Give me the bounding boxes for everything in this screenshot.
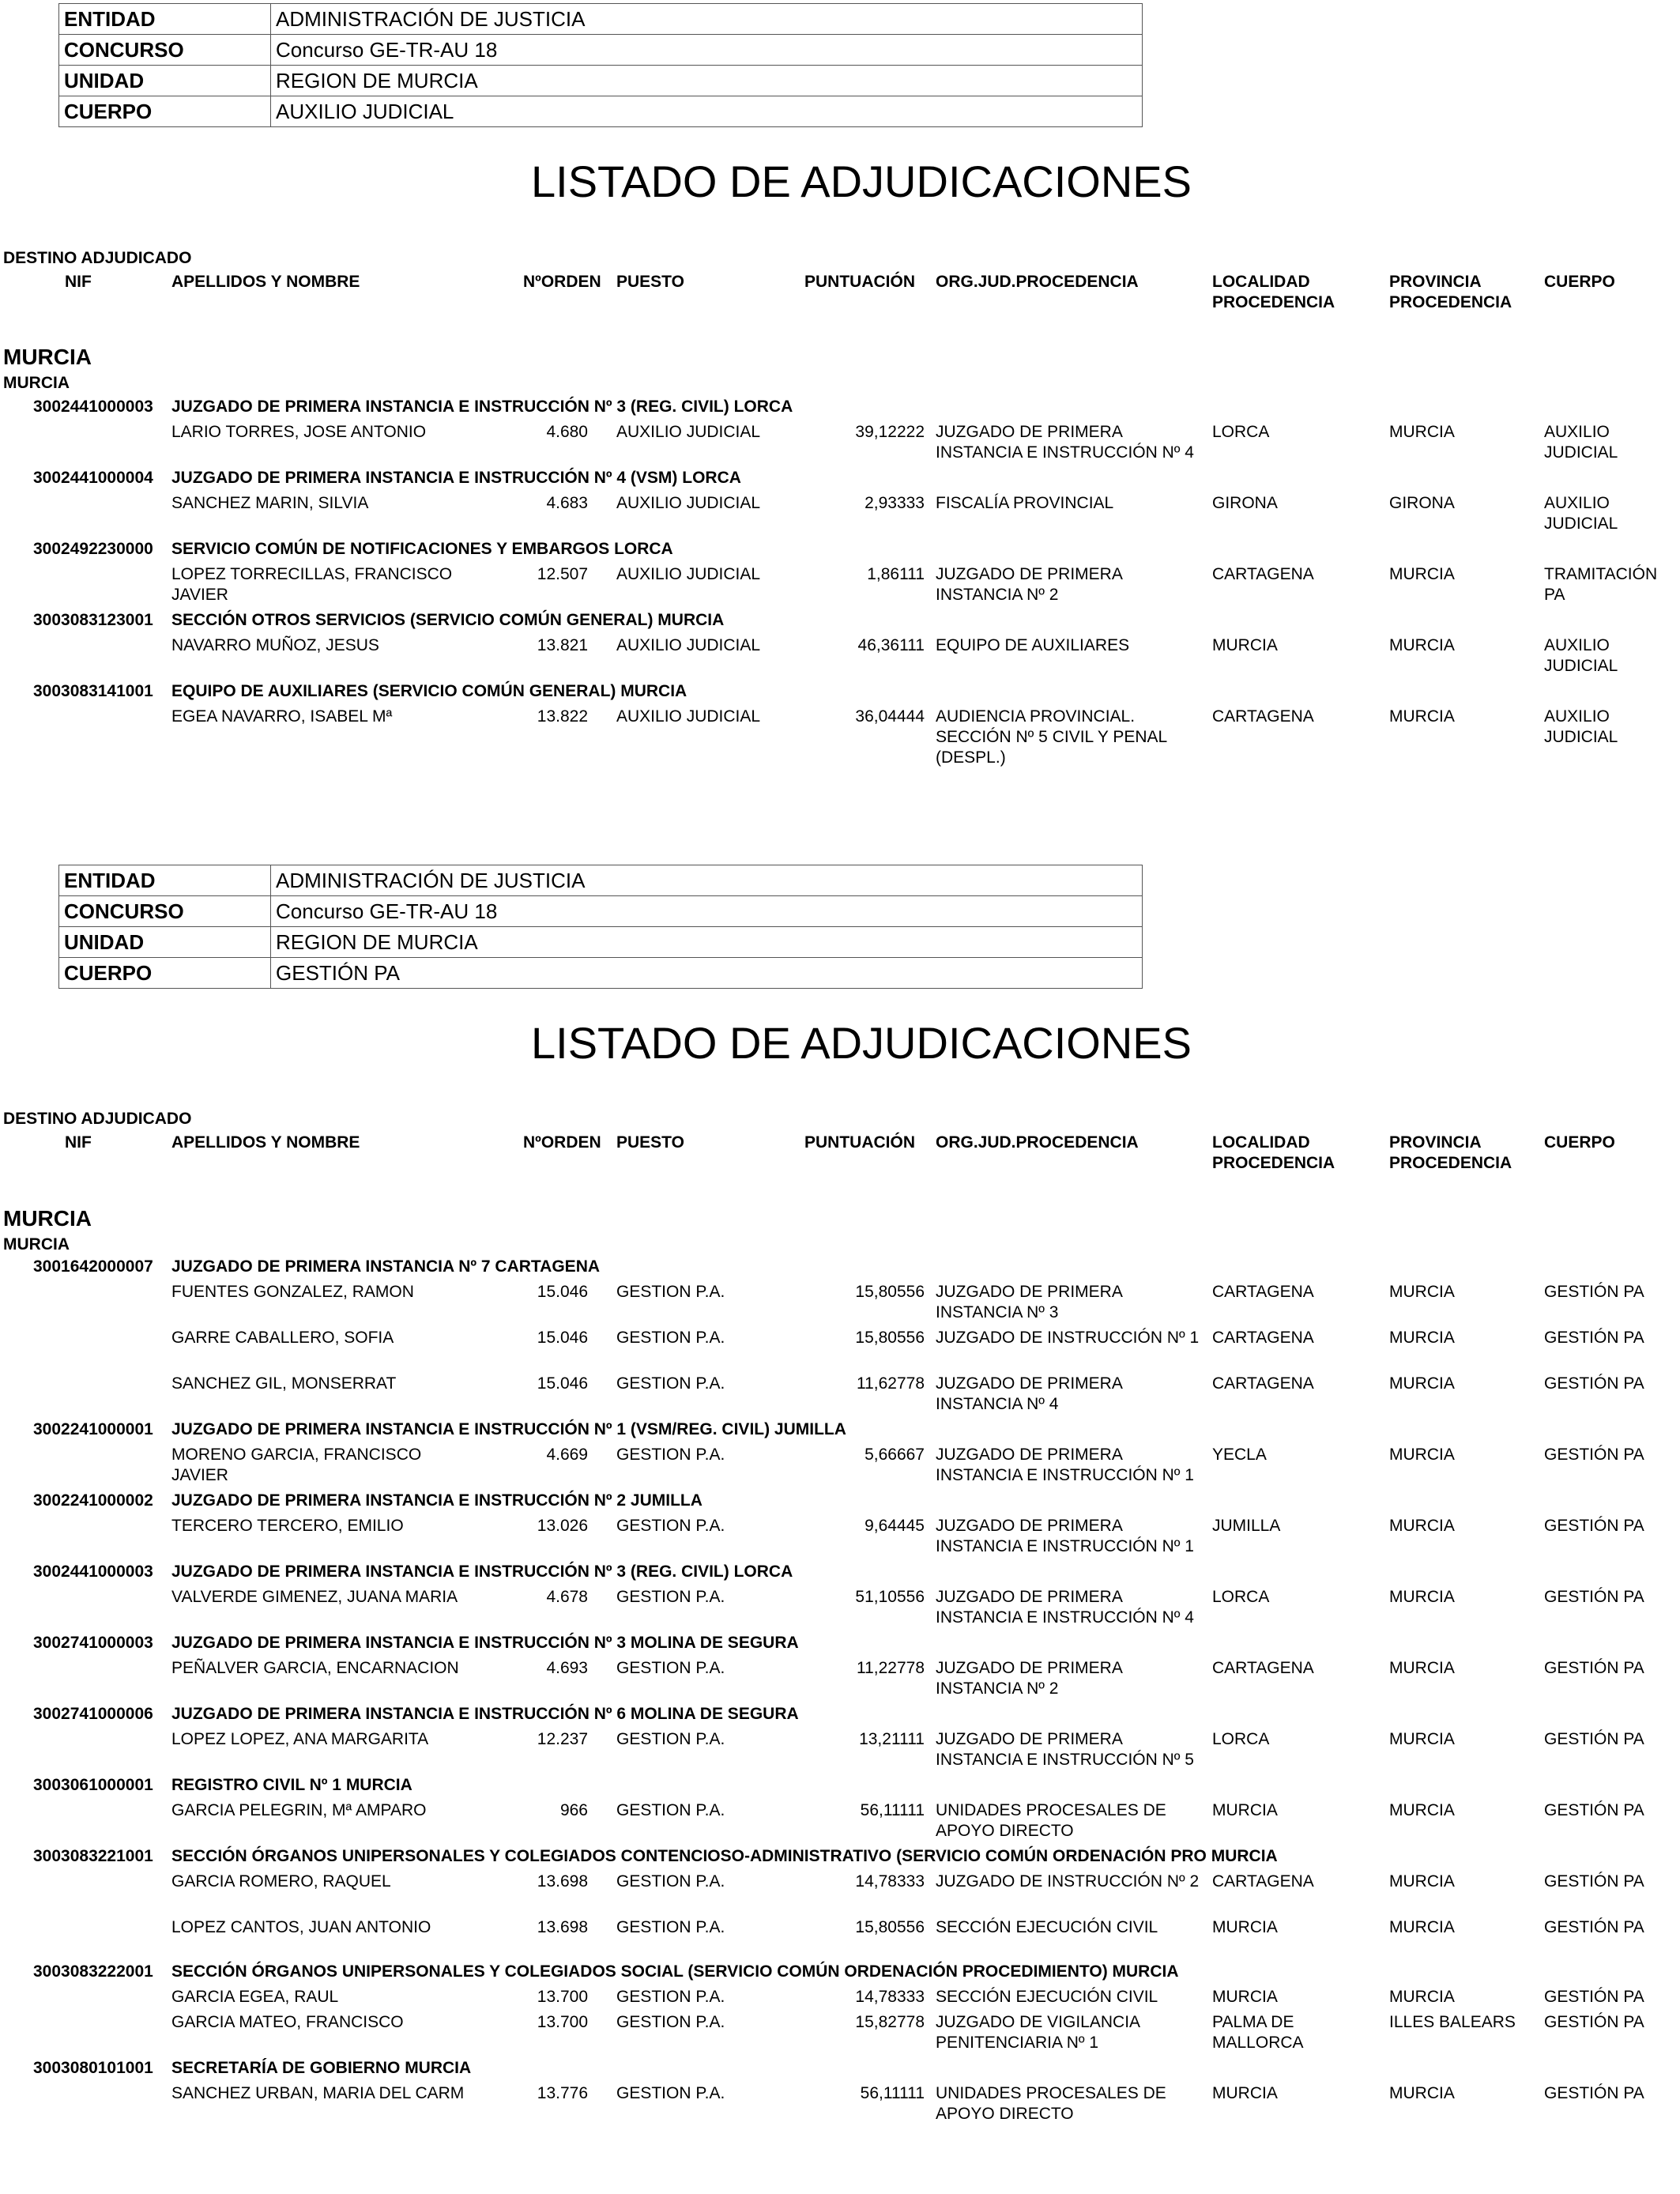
row-org: JUZGADO DE PRIMERA INSTANCIA Nº 3 xyxy=(936,1283,1122,1321)
meta-label: ENTIDAD xyxy=(59,865,271,896)
row-nombre: LOPEZ LOPEZ, ANA MARGARITA xyxy=(171,1730,429,1748)
row-org: JUZGADO DE PRIMERA INSTANCIA Nº 4 xyxy=(936,1374,1122,1413)
row-org: JUZGADO DE PRIMERA INSTANCIA E INSTRUCCIÓN Nº 5 xyxy=(936,1730,1194,1769)
row-localidad: CARTAGENA xyxy=(1212,707,1314,726)
meta-label: CONCURSO xyxy=(59,896,271,927)
meta-value: ADMINISTRACIÓN DE JUSTICIA xyxy=(271,4,1143,35)
col-cuerpo: CUERPO xyxy=(1544,1133,1615,1152)
row-orden: 4.693 xyxy=(546,1659,588,1677)
row-localidad: GIRONA xyxy=(1212,494,1278,512)
row-provincia: MURCIA xyxy=(1389,1730,1455,1748)
meta-label: CUERPO xyxy=(59,958,271,989)
row-cuerpo: GESTIÓN PA xyxy=(1544,1801,1644,1819)
row-puesto: GESTION P.A. xyxy=(616,1801,725,1819)
destino-header: DESTINO ADJUDICADO xyxy=(3,1110,192,1128)
row-localidad: JUMILLA xyxy=(1212,1517,1281,1535)
row-puesto: GESTION P.A. xyxy=(616,1588,725,1606)
meta-value: AUXILIO JUDICIAL xyxy=(271,96,1143,127)
row-org: SECCIÓN EJECUCIÓN CIVIL xyxy=(936,1988,1158,2006)
row-puesto: GESTION P.A. xyxy=(616,1872,725,1891)
group-code: 3002241000001 xyxy=(33,1420,153,1438)
group-name: SECCIÓN ÓRGANOS UNIPERSONALES Y COLEGIADOS SOCIAL (SERVICIO COMÚN ORDENACIÓN PROCEDIMIENTO) MURCIA xyxy=(171,1962,1179,1981)
row-localidad: CARTAGENA xyxy=(1212,565,1314,583)
group-code: 3002492230000 xyxy=(33,540,153,558)
col-norden: NºORDEN xyxy=(523,1133,601,1152)
row-cuerpo: GESTIÓN PA xyxy=(1544,1659,1644,1677)
group-name: SECCIÓN ÓRGANOS UNIPERSONALES Y COLEGIADOS CONTENCIOSO-ADMINISTRATIVO (SERVICIO COMÚN ORDENACIÓN PRO MURCIA xyxy=(171,1847,1278,1865)
row-nombre: MORENO GARCIA, FRANCISCO JAVIER xyxy=(171,1446,422,1484)
group-name: SECCIÓN OTROS SERVICIOS (SERVICIO COMÚN GENERAL) MURCIA xyxy=(171,611,725,629)
col-nif: NIF xyxy=(65,1133,92,1152)
row-org: JUZGADO DE PRIMERA INSTANCIA E INSTRUCCIÓN Nº 4 xyxy=(936,1588,1194,1627)
meta-value: REGION DE MURCIA xyxy=(271,927,1143,958)
group-code: 3003061000001 xyxy=(33,1776,153,1794)
row-puesto: GESTION P.A. xyxy=(616,1659,725,1677)
row-nombre: TERCERO TERCERO, EMILIO xyxy=(171,1517,404,1535)
row-puntuacion: 9,64445 xyxy=(864,1517,925,1535)
row-orden: 13.698 xyxy=(537,1918,588,1936)
row-localidad: LORCA xyxy=(1212,1588,1270,1606)
row-nombre: SANCHEZ MARIN, SILVIA xyxy=(171,494,369,512)
row-localidad: MURCIA xyxy=(1212,1801,1278,1819)
row-puesto: GESTION P.A. xyxy=(616,2013,725,2031)
row-nombre: LOPEZ CANTOS, JUAN ANTONIO xyxy=(171,1918,431,1936)
row-provincia: MURCIA xyxy=(1389,1588,1455,1606)
meta-value: Concurso GE-TR-AU 18 xyxy=(271,896,1143,927)
row-cuerpo: GESTIÓN PA xyxy=(1544,1374,1644,1393)
row-puntuacion: 11,22778 xyxy=(856,1659,925,1677)
row-orden: 4.669 xyxy=(546,1446,588,1464)
row-puntuacion: 14,78333 xyxy=(855,1872,925,1891)
row-puesto: AUXILIO JUDICIAL xyxy=(616,423,761,441)
page-title: LISTADO DE ADJUDICACIONES xyxy=(530,1018,1192,1068)
row-nombre: LOPEZ TORRECILLAS, FRANCISCO JAVIER xyxy=(171,565,453,604)
group-code: 3002741000006 xyxy=(33,1705,153,1723)
row-puntuacion: 39,12222 xyxy=(855,423,925,441)
row-nombre: SANCHEZ GIL, MONSERRAT xyxy=(171,1374,397,1393)
row-localidad: CARTAGENA xyxy=(1212,1283,1314,1301)
group-code: 3003083221001 xyxy=(33,1847,153,1865)
group-name: SERVICIO COMÚN DE NOTIFICACIONES Y EMBARGOS LORCA xyxy=(171,540,673,558)
row-orden: 4.680 xyxy=(546,423,588,441)
col-orgjud: ORG.JUD.PROCEDENCIA xyxy=(936,1133,1139,1152)
row-cuerpo: GESTIÓN PA xyxy=(1544,1446,1644,1464)
meta-table xyxy=(58,865,1143,989)
col-nif: NIF xyxy=(65,273,92,291)
row-nombre: LARIO TORRES, JOSE ANTONIO xyxy=(171,423,427,441)
row-puntuacion: 1,86111 xyxy=(867,565,925,583)
group-code: 3002441000004 xyxy=(33,469,153,487)
group-name: EQUIPO DE AUXILIARES (SERVICIO COMÚN GENERAL) MURCIA xyxy=(171,682,687,700)
row-puesto: GESTION P.A. xyxy=(616,1283,725,1301)
row-org: JUZGADO DE PRIMERA INSTANCIA Nº 2 xyxy=(936,1659,1122,1698)
group-code: 3002241000002 xyxy=(33,1491,153,1510)
row-org: JUZGADO DE PRIMERA INSTANCIA E INSTRUCCIÓN Nº 4 xyxy=(936,423,1194,462)
meta-label: CONCURSO xyxy=(59,35,271,66)
group-code: 3002441000003 xyxy=(33,398,153,416)
row-org: UNIDADES PROCESALES DE APOYO DIRECTO xyxy=(936,1801,1166,1840)
row-orden: 4.683 xyxy=(546,494,588,512)
row-nombre: GARCIA PELEGRIN, Mª AMPARO xyxy=(171,1801,427,1819)
row-localidad: MURCIA xyxy=(1212,1918,1278,1936)
group-name: SECRETARÍA DE GOBIERNO MURCIA xyxy=(171,2059,472,2077)
row-cuerpo: GESTIÓN PA xyxy=(1544,1283,1644,1301)
row-puntuacion: 36,04444 xyxy=(855,707,925,726)
row-org: JUZGADO DE PRIMERA INSTANCIA E INSTRUCCIÓN Nº 1 xyxy=(936,1446,1194,1484)
row-puesto: AUXILIO JUDICIAL xyxy=(616,707,761,726)
col-cuerpo: CUERPO xyxy=(1544,273,1615,291)
row-localidad: CARTAGENA xyxy=(1212,1872,1314,1891)
meta-label: UNIDAD xyxy=(59,927,271,958)
row-provincia: MURCIA xyxy=(1389,1446,1455,1464)
row-puntuacion: 15,80556 xyxy=(855,1283,925,1301)
col-provincia: PROVINCIA PROCEDENCIA xyxy=(1389,1133,1512,1172)
group-name: JUZGADO DE PRIMERA INSTANCIA Nº 7 CARTAGENA xyxy=(171,1257,601,1276)
row-puntuacion: 14,78333 xyxy=(855,1988,925,2006)
region-heading: MURCIA xyxy=(3,1206,92,1231)
group-code: 3003083123001 xyxy=(33,611,153,629)
meta-label: CUERPO xyxy=(59,96,271,127)
row-puntuacion: 56,11111 xyxy=(860,1801,925,1819)
row-puntuacion: 5,66667 xyxy=(864,1446,925,1464)
row-localidad: LORCA xyxy=(1212,423,1270,441)
row-orden: 13.821 xyxy=(537,636,588,654)
row-localidad: MURCIA xyxy=(1212,2084,1278,2102)
row-provincia: MURCIA xyxy=(1389,423,1455,441)
row-nombre: GARCIA EGEA, RAUL xyxy=(171,1988,339,2006)
group-code: 3003080101001 xyxy=(33,2059,153,2077)
row-puesto: GESTION P.A. xyxy=(616,1988,725,2006)
row-localidad: MURCIA xyxy=(1212,636,1278,654)
row-nombre: EGEA NAVARRO, ISABEL Mª xyxy=(171,707,393,726)
row-org: FISCALÍA PROVINCIAL xyxy=(936,494,1114,512)
row-localidad: MURCIA xyxy=(1212,1988,1278,2006)
row-org: JUZGADO DE PRIMERA INSTANCIA Nº 2 xyxy=(936,565,1122,604)
row-provincia: MURCIA xyxy=(1389,636,1455,654)
row-org: UNIDADES PROCESALES DE APOYO DIRECTO xyxy=(936,2084,1166,2123)
row-cuerpo: GESTIÓN PA xyxy=(1544,1588,1644,1606)
row-provincia: MURCIA xyxy=(1389,1374,1455,1393)
row-nombre: NAVARRO MUÑOZ, JESUS xyxy=(171,636,379,654)
col-orgjud: ORG.JUD.PROCEDENCIA xyxy=(936,273,1139,291)
group-name: JUZGADO DE PRIMERA INSTANCIA E INSTRUCCIÓN Nº 1 (VSM/REG. CIVIL) JUMILLA xyxy=(171,1420,846,1438)
row-provincia: MURCIA xyxy=(1389,1659,1455,1677)
row-orden: 13.700 xyxy=(537,1988,588,2006)
row-cuerpo: TRAMITACIÓN PA xyxy=(1544,565,1658,604)
row-puesto: AUXILIO JUDICIAL xyxy=(616,565,761,583)
row-provincia: MURCIA xyxy=(1389,2084,1455,2102)
row-orden: 13.822 xyxy=(537,707,588,726)
row-provincia: ILLES BALEARS xyxy=(1389,2013,1516,2031)
row-localidad: PALMA DE MALLORCA xyxy=(1212,2013,1304,2052)
row-cuerpo: AUXILIO JUDICIAL xyxy=(1544,636,1618,675)
meta-value: REGION DE MURCIA xyxy=(271,66,1143,96)
col-localidad: LOCALIDAD PROCEDENCIA xyxy=(1212,273,1335,311)
row-puesto: GESTION P.A. xyxy=(616,1329,725,1347)
row-provincia: MURCIA xyxy=(1389,1801,1455,1819)
group-code: 3003083141001 xyxy=(33,682,153,700)
row-cuerpo: GESTIÓN PA xyxy=(1544,2084,1644,2102)
row-cuerpo: AUXILIO JUDICIAL xyxy=(1544,494,1618,533)
row-orden: 13.700 xyxy=(537,2013,588,2031)
col-puntuacion: PUNTUACIÓN xyxy=(804,273,915,291)
destino-header: DESTINO ADJUDICADO xyxy=(3,249,192,267)
row-puesto: AUXILIO JUDICIAL xyxy=(616,636,761,654)
col-norden: NºORDEN xyxy=(523,273,601,291)
row-cuerpo: AUXILIO JUDICIAL xyxy=(1544,423,1618,462)
subregion-heading: MURCIA xyxy=(3,1235,70,1253)
row-cuerpo: GESTIÓN PA xyxy=(1544,1329,1644,1347)
row-nombre: GARRE CABALLERO, SOFIA xyxy=(171,1329,394,1347)
row-puesto: GESTION P.A. xyxy=(616,1374,725,1393)
row-org: AUDIENCIA PROVINCIAL. SECCIÓN Nº 5 CIVIL Y PENAL (DESPL.) xyxy=(936,707,1167,767)
row-nombre: GARCIA ROMERO, RAQUEL xyxy=(171,1872,391,1891)
row-orden: 12.507 xyxy=(537,565,588,583)
row-orden: 966 xyxy=(559,1801,588,1819)
row-cuerpo: AUXILIO JUDICIAL xyxy=(1544,707,1618,746)
row-puesto: GESTION P.A. xyxy=(616,1730,725,1748)
row-localidad: LORCA xyxy=(1212,1730,1270,1748)
col-puesto: PUESTO xyxy=(616,273,684,291)
row-puesto: AUXILIO JUDICIAL xyxy=(616,494,761,512)
row-puntuacion: 15,82778 xyxy=(855,2013,925,2031)
row-cuerpo: GESTIÓN PA xyxy=(1544,1517,1644,1535)
row-puntuacion: 15,80556 xyxy=(855,1329,925,1347)
row-localidad: YECLA xyxy=(1212,1446,1267,1464)
row-puntuacion: 2,93333 xyxy=(864,494,925,512)
row-provincia: MURCIA xyxy=(1389,1988,1455,2006)
group-name: JUZGADO DE PRIMERA INSTANCIA E INSTRUCCIÓN Nº 2 JUMILLA xyxy=(171,1491,703,1510)
row-cuerpo: GESTIÓN PA xyxy=(1544,1918,1644,1936)
row-localidad: CARTAGENA xyxy=(1212,1329,1314,1347)
row-puntuacion: 46,36111 xyxy=(857,636,925,654)
group-code: 3001642000007 xyxy=(33,1257,153,1276)
group-code: 3002441000003 xyxy=(33,1563,153,1581)
row-orden: 13.776 xyxy=(537,2084,588,2102)
row-provincia: MURCIA xyxy=(1389,1283,1455,1301)
col-puntuacion: PUNTUACIÓN xyxy=(804,1133,915,1152)
row-cuerpo: GESTIÓN PA xyxy=(1544,1988,1644,2006)
row-orden: 15.046 xyxy=(537,1329,588,1347)
row-localidad: CARTAGENA xyxy=(1212,1659,1314,1677)
meta-table xyxy=(58,3,1143,127)
col-apellidos: APELLIDOS Y NOMBRE xyxy=(171,1133,360,1152)
row-puntuacion: 15,80556 xyxy=(855,1918,925,1936)
group-name: REGISTRO CIVIL Nº 1 MURCIA xyxy=(171,1776,412,1794)
row-cuerpo: GESTIÓN PA xyxy=(1544,1872,1644,1891)
row-puesto: GESTION P.A. xyxy=(616,1918,725,1936)
row-provincia: MURCIA xyxy=(1389,1872,1455,1891)
meta-value: GESTIÓN PA xyxy=(271,958,1143,989)
row-org: JUZGADO DE INSTRUCCIÓN Nº 2 xyxy=(936,1872,1200,1891)
row-puntuacion: 11,62778 xyxy=(856,1374,925,1393)
row-orden: 12.237 xyxy=(537,1730,588,1748)
group-name: JUZGADO DE PRIMERA INSTANCIA E INSTRUCCIÓN Nº 6 MOLINA DE SEGURA xyxy=(171,1705,799,1723)
group-name: JUZGADO DE PRIMERA INSTANCIA E INSTRUCCIÓN Nº 3 (REG. CIVIL) LORCA xyxy=(171,398,793,416)
row-localidad: CARTAGENA xyxy=(1212,1374,1314,1393)
group-name: JUZGADO DE PRIMERA INSTANCIA E INSTRUCCIÓN Nº 4 (VSM) LORCA xyxy=(171,469,741,487)
row-puntuacion: 51,10556 xyxy=(855,1588,925,1606)
meta-label: UNIDAD xyxy=(59,66,271,96)
row-nombre: VALVERDE GIMENEZ, JUANA MARIA xyxy=(171,1588,458,1606)
region-heading: MURCIA xyxy=(3,345,92,369)
row-orden: 4.678 xyxy=(546,1588,588,1606)
row-provincia: MURCIA xyxy=(1389,565,1455,583)
row-nombre: FUENTES GONZALEZ, RAMON xyxy=(171,1283,414,1301)
row-cuerpo: GESTIÓN PA xyxy=(1544,1730,1644,1748)
row-cuerpo: GESTIÓN PA xyxy=(1544,2013,1644,2031)
group-name: JUZGADO DE PRIMERA INSTANCIA E INSTRUCCIÓN Nº 3 (REG. CIVIL) LORCA xyxy=(171,1563,793,1581)
row-puesto: GESTION P.A. xyxy=(616,1517,725,1535)
row-puntuacion: 56,11111 xyxy=(860,2084,925,2102)
row-provincia: GIRONA xyxy=(1389,494,1455,512)
col-apellidos: APELLIDOS Y NOMBRE xyxy=(171,273,360,291)
meta-value: ADMINISTRACIÓN DE JUSTICIA xyxy=(271,865,1143,896)
row-nombre: SANCHEZ URBAN, MARIA DEL CARM xyxy=(171,2084,465,2102)
row-provincia: MURCIA xyxy=(1389,1918,1455,1936)
col-puesto: PUESTO xyxy=(616,1133,684,1152)
row-orden: 15.046 xyxy=(537,1374,588,1393)
col-provincia: PROVINCIA PROCEDENCIA xyxy=(1389,273,1512,311)
row-org: JUZGADO DE VIGILANCIA PENITENCIARIA Nº 1 xyxy=(936,2013,1139,2052)
row-orden: 13.698 xyxy=(537,1872,588,1891)
col-localidad: LOCALIDAD PROCEDENCIA xyxy=(1212,1133,1335,1172)
row-org: JUZGADO DE INSTRUCCIÓN Nº 1 xyxy=(936,1329,1200,1347)
row-puesto: GESTION P.A. xyxy=(616,2084,725,2102)
row-puesto: GESTION P.A. xyxy=(616,1446,725,1464)
group-code: 3002741000003 xyxy=(33,1634,153,1652)
row-orden: 13.026 xyxy=(537,1517,588,1535)
row-nombre: GARCIA MATEO, FRANCISCO xyxy=(171,2013,404,2031)
meta-value: Concurso GE-TR-AU 18 xyxy=(271,35,1143,66)
row-org: SECCIÓN EJECUCIÓN CIVIL xyxy=(936,1918,1158,1936)
row-orden: 15.046 xyxy=(537,1283,588,1301)
page-title: LISTADO DE ADJUDICACIONES xyxy=(530,156,1192,206)
row-puntuacion: 13,21111 xyxy=(859,1730,925,1748)
group-code: 3003083222001 xyxy=(33,1962,153,1981)
row-nombre: PEÑALVER GARCIA, ENCARNACION xyxy=(171,1659,459,1677)
row-provincia: MURCIA xyxy=(1389,1517,1455,1535)
row-provincia: MURCIA xyxy=(1389,707,1455,726)
subregion-heading: MURCIA xyxy=(3,374,70,392)
meta-label: ENTIDAD xyxy=(59,4,271,35)
group-name: JUZGADO DE PRIMERA INSTANCIA E INSTRUCCIÓN Nº 3 MOLINA DE SEGURA xyxy=(171,1634,799,1652)
row-provincia: MURCIA xyxy=(1389,1329,1455,1347)
row-org: JUZGADO DE PRIMERA INSTANCIA E INSTRUCCIÓN Nº 1 xyxy=(936,1517,1194,1555)
row-org: EQUIPO DE AUXILIARES xyxy=(936,636,1130,654)
